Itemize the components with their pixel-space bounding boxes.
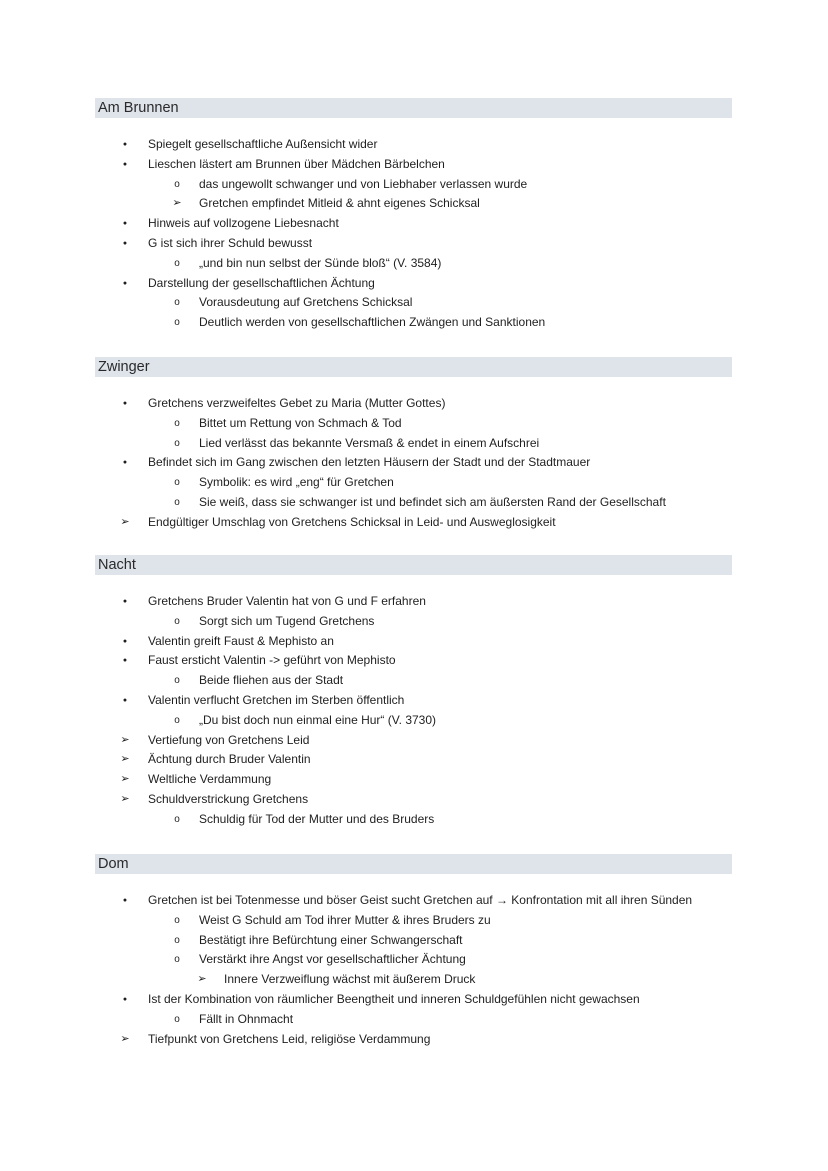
list-item-text: Bittet um Rettung von Schmach & Tod [199, 415, 402, 430]
list-item [95, 671, 732, 691]
item-list [95, 592, 732, 830]
list-item-text: Valentin verflucht Gretchen im Sterben öffentlich [148, 692, 405, 707]
list-item-text: Schuldig für Tod der Mutter und des Bruders [199, 811, 435, 826]
list-item [95, 790, 732, 810]
list-item [95, 293, 732, 313]
circle-bullet-icon [167, 254, 187, 274]
bullet-icon [115, 234, 135, 254]
list-item [95, 651, 732, 671]
arrow-bullet-icon [167, 194, 187, 214]
list-item [95, 234, 732, 254]
list-item [95, 1010, 732, 1030]
list-item-text: Weltliche Verdammung [148, 772, 272, 787]
bullet-icon [115, 453, 135, 473]
list-item [95, 175, 732, 195]
list-item-text: Spiegelt gesellschaftliche Außensicht wider [148, 137, 378, 151]
circle-bullet-icon [167, 911, 187, 931]
list-item [95, 513, 732, 533]
circle-bullet-icon [167, 473, 187, 493]
circle-bullet-icon [167, 313, 187, 333]
list-item-text: Faust ersticht Valentin -> geführt von Mephisto [148, 653, 396, 668]
list-item [95, 612, 732, 632]
list-item-text: Vorausdeutung auf Gretchens Schicksal [199, 295, 413, 310]
list-item [95, 214, 732, 234]
list-item-text: das ungewollt schwanger und von Liebhaber verlassen wurde [199, 176, 528, 191]
bullet-icon [115, 214, 135, 234]
list-item [95, 990, 732, 1010]
circle-bullet-icon [167, 175, 187, 195]
list-item-text: G ist sich ihrer Schuld bewusst [148, 235, 313, 250]
list-item-text: Darstellung der gesellschaftlichen Ächtung [148, 275, 375, 290]
list-item [95, 810, 732, 830]
list-item [95, 731, 732, 751]
section-heading: Zwinger [95, 357, 732, 377]
list-item [95, 473, 732, 493]
circle-bullet-icon [167, 950, 187, 970]
circle-bullet-icon [167, 711, 187, 731]
list-item-text: Gretchen ist bei Totenmesse und böser Geist sucht Gretchen auf → Konfrontation mit all ihren Sünden [148, 893, 693, 907]
list-item [95, 950, 732, 970]
section-dom [95, 854, 732, 1049]
list-item-text: „und bin nun selbst der Sünde bloß“ (V. 3584) [199, 255, 442, 270]
list-item [95, 414, 732, 434]
list-item [95, 592, 732, 612]
list-item [95, 632, 732, 652]
arrow-bullet-icon [192, 970, 212, 990]
bullet-icon [115, 155, 135, 175]
list-item-text: Verstärkt ihre Angst vor gesellschaftlicher Ächtung [199, 952, 466, 967]
bullet-icon [115, 651, 135, 671]
bullet-icon [115, 592, 135, 612]
item-list [95, 891, 732, 1049]
list-item [95, 493, 732, 513]
circle-bullet-icon [167, 293, 187, 313]
list-item-text: Gretchen empfindet Mitleid & ahnt eigenes Schicksal [199, 196, 480, 211]
list-item-text: Gretchens Bruder Valentin hat von G und F erfahren [148, 594, 426, 608]
list-item-text: „Du bist doch nun einmal eine Hur“ (V. 3730) [199, 712, 437, 727]
list-item-text: Weist G Schuld am Tod ihrer Mutter & ihres Bruders zu [199, 912, 491, 927]
section-nacht [95, 555, 732, 830]
arrow-bullet-icon [115, 770, 135, 790]
list-item-text: Lied verlässt das bekannte Versmaß & endet in einem Aufschrei [199, 435, 540, 450]
list-item-text: Sie weiß, dass sie schwanger ist und befindet sich am äußersten Rand der Gesellschaft [199, 494, 666, 509]
list-item [95, 931, 732, 951]
list-item [95, 194, 732, 214]
list-item [95, 453, 732, 473]
list-item [95, 274, 732, 294]
circle-bullet-icon [167, 810, 187, 830]
list-item [95, 135, 732, 155]
bullet-icon [115, 990, 135, 1010]
bullet-icon [115, 274, 135, 294]
bullet-icon [115, 632, 135, 652]
arrow-bullet-icon [115, 1030, 135, 1050]
circle-bullet-icon [167, 671, 187, 691]
circle-bullet-icon [167, 493, 187, 513]
list-item [95, 1030, 732, 1050]
circle-bullet-icon [167, 434, 187, 454]
circle-bullet-icon [167, 931, 187, 951]
list-item [95, 254, 732, 274]
item-list [95, 135, 732, 333]
list-item [95, 155, 732, 175]
bullet-icon [115, 891, 135, 911]
list-item-text: Schuldverstrickung Gretchens [148, 791, 309, 806]
list-item-text: Endgültiger Umschlag von Gretchens Schicksal in Leid- und Ausweglosigkeit [148, 514, 556, 529]
section-heading: Dom [95, 854, 732, 874]
list-item-text: Deutlich werden von gesellschaftlichen Zwängen und Sanktionen [199, 315, 546, 330]
list-item-text: Ächtung durch Bruder Valentin [148, 752, 311, 767]
section-am-brunnen [95, 98, 732, 333]
list-item-text: Gretchens verzweifeltes Gebet zu Maria (Mutter Gottes) [148, 396, 446, 410]
arrow-bullet-icon [115, 750, 135, 770]
bullet-icon [115, 394, 135, 414]
list-item [95, 394, 732, 414]
list-item [95, 770, 732, 790]
section-heading: Am Brunnen [95, 98, 732, 118]
list-item [95, 691, 732, 711]
list-item-text: Befindet sich im Gang zwischen den letzten Häusern der Stadt und der Stadtmauer [148, 455, 591, 470]
list-item-text: Ist der Kombination von räumlicher Beengtheit und inneren Schuldgefühlen nicht gewachsen [148, 991, 640, 1006]
list-item [95, 891, 732, 911]
section-heading: Nacht [95, 555, 732, 575]
list-item [95, 911, 732, 931]
circle-bullet-icon [167, 1010, 187, 1030]
item-list [95, 394, 732, 533]
list-item-text: Lieschen lästert am Brunnen über Mädchen Bärbelchen [148, 156, 445, 171]
list-item-text: Vertiefung von Gretchens Leid [148, 732, 310, 747]
list-item-text: Hinweis auf vollzogene Liebesnacht [148, 216, 339, 231]
circle-bullet-icon [167, 414, 187, 434]
list-item-text: Fällt in Ohnmacht [199, 1011, 294, 1026]
arrow-bullet-icon [115, 513, 135, 533]
section-zwinger [95, 357, 732, 533]
list-item [95, 970, 732, 990]
list-item [95, 750, 732, 770]
list-item [95, 313, 732, 333]
list-item [95, 434, 732, 454]
list-item [95, 711, 732, 731]
arrow-bullet-icon [115, 731, 135, 751]
arrow-bullet-icon [115, 790, 135, 810]
list-item-text: Bestätigt ihre Befürchtung einer Schwangerschaft [199, 932, 463, 947]
bullet-icon [115, 691, 135, 711]
list-item-text: Beide fliehen aus der Stadt [199, 673, 344, 688]
list-item-text: Sorgt sich um Tugend Gretchens [199, 613, 375, 628]
list-item-text: Tiefpunkt von Gretchens Leid, religiöse Verdammung [148, 1031, 431, 1046]
list-item-text: Innere Verzweiflung wächst mit äußerem Druck [224, 972, 476, 987]
list-item-text: Symbolik: es wird „eng“ für Gretchen [199, 475, 394, 490]
list-item-text: Valentin greift Faust & Mephisto an [148, 633, 334, 648]
circle-bullet-icon [167, 612, 187, 632]
bullet-icon [115, 135, 135, 155]
